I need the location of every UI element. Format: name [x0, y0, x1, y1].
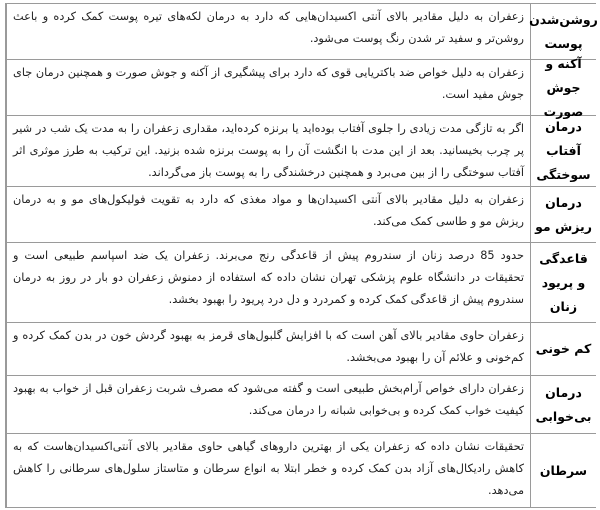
benefits-table [5, 3, 596, 508]
row-description: زعفران به دلیل مقادیر بالای آنتی اکسیدان‌هایی که دارد به درمان لکه‌های تیره پوست کمک کرده و باعث روشن‌تر و سفید تر شدن رنگ پوست می‌شود. [6, 4, 530, 59]
table-row [6, 116, 596, 187]
row-title: قاعدگی و پریود زنان [530, 243, 596, 322]
row-description: تحقیقات نشان داده که زعفران یکی از بهترین داروهای گیاهی حاوی مقادیر بالای آنتی‌اکسیدان‌هاست که به کاهش رادیکال‌های آزاد بدن کمک کرده و خطر ابتلا به انواع سرطان و متاستاز سلول‌های سرطانی را کاهش می‌دهد. [6, 434, 530, 507]
table-row [6, 243, 596, 323]
row-title: درمان ریزش مو [530, 187, 596, 242]
table-row [6, 55, 596, 119]
row-description: زعفران به دلیل مقادیر بالای آنتی اکسیدان‌ها و مواد مغذی که دارد به تقویت فولیکول‌های مو و به درمان ریزش مو و طاسی کمک می‌کند. [6, 187, 530, 242]
row-description: حدود 85 درصد زنان از سندروم پیش از قاعدگی رنج می‌برند. زعفران یک ضد اسپاسم طبیعی است و تحقیقات در دانشگاه علوم پزشکی تهران نشان داده که استفاده از دمنوش زعفران دو بار در روز به درمان سندروم پیش از قاعدگی کمک کرده و کمردرد و دل درد پریود را بهبود بخشد. [6, 243, 530, 322]
row-title: روشن‌شدن پوست [530, 4, 596, 59]
row-description: زعفران دارای خواص آرام‌بخش طبیعی است و گفته می‌شود که مصرف شربت زعفران قبل از خواب به بهبود کیفیت خواب کمک کرده و بی‌خوابی شبانه را درمان می‌کند. [6, 376, 530, 433]
row-description: زعفران به دلیل خواص ضد باکتریایی قوی که دارد برای پیشگیری از آکنه و جوش صورت و همچنین درمان جای جوش مفید است. [6, 60, 530, 115]
row-title: آکنه و جوش صورت [530, 60, 596, 115]
row-description: اگر به تازگی مدت زیادی را جلوی آفتاب بوده‌اید یا برنزه کرده‌اید، مقداری زعفران را به مدت یک شب در شیر پر چرب بخیسانید. بعد از این مدت با انگشت آن را به پوست برنزه شده بزنید. این ترکیب به طرز موثری اثر آفتاب سوختگی را از بین می‌برد و همچنین درخشندگی را به پوست باز می‌گرداند. [6, 116, 530, 186]
row-title: درمان بی‌خوابی [530, 376, 596, 433]
row-title: کم خونی [530, 323, 596, 375]
row-title: درمان آفتاب سوختگی [530, 116, 596, 186]
row-title: سرطان [530, 434, 596, 507]
table-row [6, 4, 596, 60]
table-row [6, 376, 596, 434]
table-row [6, 187, 596, 243]
row-description: زعفران حاوی مقادیر بالای آهن است که با افزایش گلبول‌های قرمز به بهبود گردش خون در بدن کمک کرده و کم‌خونی و علائم آن را بهبود می‌بخشد. [6, 323, 530, 375]
table-row [6, 323, 596, 376]
table-row [6, 434, 596, 508]
